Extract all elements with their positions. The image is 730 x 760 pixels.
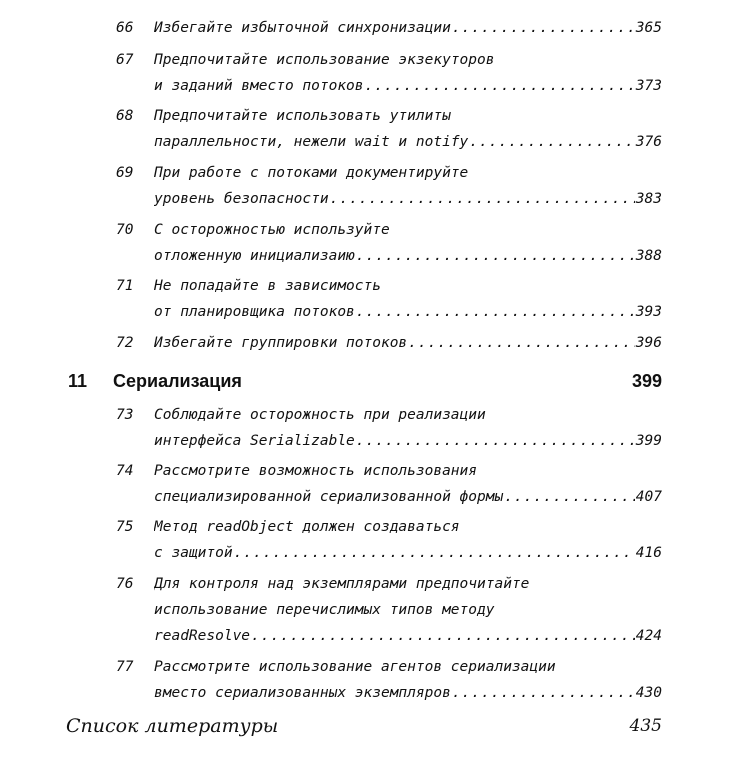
item-title-line: При работе с потоками документируйте — [154, 165, 469, 181]
item-page: 376 — [635, 134, 662, 150]
item-page: 396 — [635, 335, 662, 351]
item-number: 68 — [116, 108, 134, 124]
dot-leader — [452, 680, 635, 706]
item-title-line: Не попадайте в зависимость — [154, 278, 381, 294]
item-title-line: Для контроля над экземплярами предпочитайте — [154, 576, 530, 592]
item-page: 424 — [635, 628, 662, 644]
item-number: 70 — [116, 222, 134, 238]
item-title-line: Метод readObject должен создаваться — [154, 519, 460, 535]
chapter-heading[interactable] — [68, 368, 662, 394]
item-title-line: и заданий вместо потоков — [154, 78, 364, 94]
item-number: 74 — [116, 463, 134, 479]
dot-leader — [365, 73, 635, 99]
dot-leader — [356, 428, 635, 454]
item-title-line: с защитой — [154, 545, 233, 561]
item-number: 71 — [116, 278, 134, 294]
dot-leader — [504, 484, 635, 510]
chapter-title: Сериализация — [113, 371, 242, 391]
dot-leader — [452, 15, 635, 41]
item-page: 393 — [635, 304, 662, 320]
item-page: 430 — [635, 685, 662, 701]
item-title-line: параллельности, нежели wait и notify — [154, 134, 469, 150]
item-title-line: специализированной сериализованной формы — [154, 489, 504, 505]
item-page: 399 — [635, 433, 662, 449]
item-title-line: readResolve — [154, 628, 251, 644]
item-title-line: использование перечислимых типов методу — [154, 602, 495, 618]
item-title-line: Предпочитайте использовать утилиты — [154, 108, 451, 124]
item-title-line: от планировщика потоков — [154, 304, 355, 320]
dot-leader — [330, 186, 635, 212]
item-page: 407 — [635, 489, 662, 505]
bibliography-title: Список литературы — [66, 715, 279, 737]
item-title-line: Избегайте группировки потоков — [154, 335, 408, 351]
dot-leader — [356, 243, 635, 269]
item-number: 76 — [116, 576, 134, 592]
dot-leader — [356, 299, 635, 325]
item-number: 73 — [116, 407, 134, 423]
item-number: 77 — [116, 659, 134, 675]
dot-leader — [234, 540, 635, 566]
item-page: 365 — [635, 20, 662, 36]
chapter-number: 11 — [68, 371, 88, 391]
bibliography-entry[interactable] — [66, 712, 662, 740]
dot-leader — [469, 129, 635, 155]
bibliography-page: 435 — [629, 716, 662, 736]
chapter-page: 399 — [631, 371, 662, 391]
item-number: 67 — [116, 52, 134, 68]
item-page: 388 — [635, 248, 662, 264]
dot-leader — [251, 623, 635, 649]
item-title-line: отложенную инициализаию — [154, 248, 355, 264]
item-page: 383 — [635, 191, 662, 207]
dot-leader — [408, 330, 635, 356]
item-number: 69 — [116, 165, 134, 181]
item-title-line: Соблюдайте осторожность при реализации — [154, 407, 486, 423]
item-number: 75 — [116, 519, 134, 535]
item-page: 416 — [635, 545, 662, 561]
item-page: 373 — [635, 78, 662, 94]
item-number: 66 — [116, 20, 134, 36]
item-title-line: уровень безопасности — [154, 191, 329, 207]
item-title-line: С осторожностью используйте — [154, 222, 390, 238]
item-title-line: Предпочитайте использование экзекуторов — [154, 52, 495, 68]
item-title-line: вместо сериализованных экземпляров — [154, 685, 451, 701]
item-title-line: интерфейса Serializable — [154, 433, 355, 449]
item-title-line: Рассмотрите использование агентов сериализации — [154, 659, 556, 675]
item-number: 72 — [116, 335, 134, 351]
item-title-line: Избегайте избыточной синхронизации — [154, 20, 451, 36]
item-title-line: Рассмотрите возможность использования — [154, 463, 478, 479]
